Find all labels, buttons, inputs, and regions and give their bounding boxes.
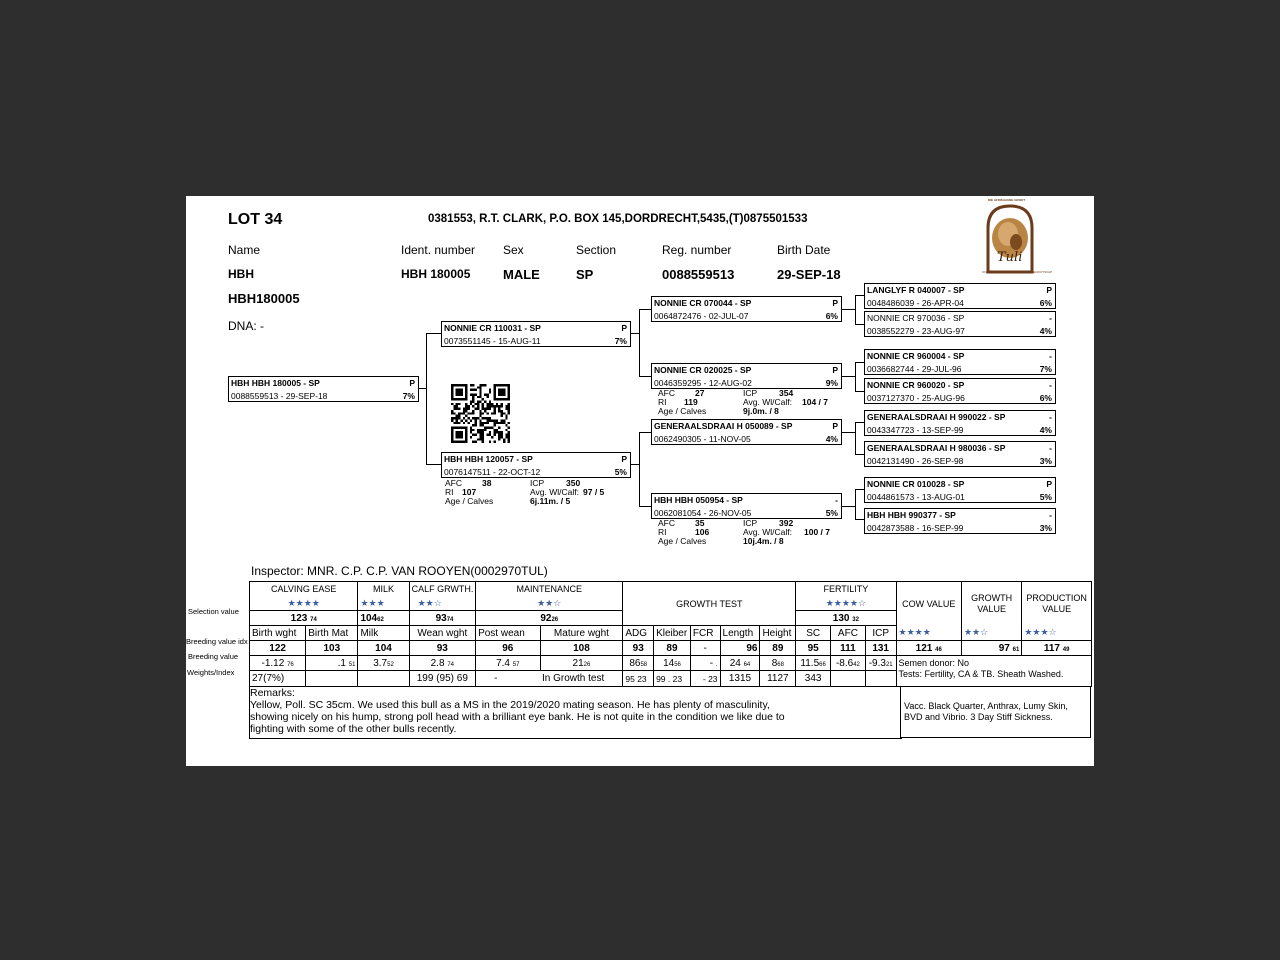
bv-adg: 8658 bbox=[623, 656, 654, 671]
col-sc: SC bbox=[796, 626, 831, 641]
idx-sc: 95 bbox=[796, 641, 831, 656]
animal-sex: MALE bbox=[503, 267, 540, 282]
col-post-wean: Post wean bbox=[476, 626, 540, 641]
pedigree-gg-3: NONNIE CR 960004 - SP - 0036682744 - 29-JUL-96 7% bbox=[864, 349, 1056, 375]
bv-sc: 11.566 bbox=[796, 656, 831, 671]
stars-cow: ★★★★ bbox=[896, 626, 961, 641]
w-birth: 27(7%) bbox=[250, 671, 306, 687]
stars-fertility: ★★★★☆ bbox=[796, 596, 896, 611]
group-maintenance: MAINTENANCE bbox=[476, 582, 623, 597]
dna-status: DNA: - bbox=[228, 319, 264, 333]
remarks-line-3: fighting with some of the other bulls recently. bbox=[250, 723, 457, 735]
w-wean: 199 (95) 69 bbox=[409, 671, 475, 687]
pedigree-gg-1: LANGLYF R 040007 - SP P 0048486039 - 26-APR-04 6% bbox=[864, 283, 1056, 309]
dam-performance: AFC 38 ICP 350 RI 107 Avg. Wl/Calf: 97 / 5 Age / Calves 6j.11m. / 5 bbox=[445, 478, 605, 506]
animal-name-1: HBH bbox=[228, 267, 254, 281]
stars-calving: ★★★★ bbox=[250, 596, 358, 611]
breeder-info: 0381553, R.T. CLARK, P.O. BOX 145,DORDRECHT,5435,(T)0875501533 bbox=[428, 213, 808, 225]
w-length: 1315 bbox=[720, 671, 760, 687]
col-adg: ADG bbox=[623, 626, 654, 641]
pedigree-sire-dam: NONNIE CR 020025 - SP P 0046359295 - 12-AUG-02 9% bbox=[651, 363, 842, 389]
remarks-label: Remarks: bbox=[250, 687, 295, 699]
remarks-line-2: showing nicely on his hump, strong poll head with a brilliant eye bank. He is not quite in the condition we like due to bbox=[250, 711, 785, 723]
idx-mature-wght: 108 bbox=[540, 641, 623, 656]
label-section: Section bbox=[576, 243, 617, 257]
idx-milk: 104 bbox=[358, 641, 409, 656]
pedigree-gg-4: NONNIE CR 960020 - SP - 0037127370 - 25-AUG-96 6% bbox=[864, 378, 1056, 404]
group-calving-ease: CALVING EASE bbox=[250, 582, 358, 597]
logo-caption-top: DIE AFRIKAANSE GROOT bbox=[988, 198, 1026, 202]
animal-birth: 29-SEP-18 bbox=[777, 267, 841, 282]
row-label-breeding: Breeding value bbox=[188, 652, 239, 661]
animal-ident: HBH 180005 bbox=[401, 267, 471, 281]
idx-length: 96 bbox=[720, 641, 760, 656]
pedigree-self: HBH HBH 180005 - SP P 0088559513 - 29-SEP-18 7% bbox=[228, 376, 419, 402]
row-label-selection: Selection value bbox=[188, 607, 239, 616]
group-milk: MILK bbox=[358, 582, 409, 597]
logo-caption-bottom: ONTWIKKELING TUI BEESTELERSGENOOTSKAP bbox=[982, 270, 1053, 274]
group-growth-value: GROWTH VALUE bbox=[961, 582, 1021, 626]
group-cow-value: COW VALUE bbox=[896, 582, 961, 626]
label-name: Name bbox=[228, 243, 261, 257]
vaccination-line-2: BVD and Vibrio. 3 Day Stiff Sickness. bbox=[904, 712, 1053, 722]
w-adg: 95 23 bbox=[623, 671, 654, 687]
w-sc: 343 bbox=[796, 671, 831, 687]
inspector: Inspector: MNR. C.P. C.P. VAN ROOYEN(0002970TUL) bbox=[251, 564, 548, 578]
pedigree-gg-7: NONNIE CR 010028 - SP P 0044861573 - 13-AUG-01 5% bbox=[864, 477, 1056, 503]
bv-wean-wght: 2.8 74 bbox=[409, 656, 475, 671]
idx-birth-wght: 122 bbox=[250, 641, 306, 656]
cow-value: 121 46 bbox=[896, 641, 961, 656]
col-length: Length bbox=[720, 626, 760, 641]
stars-growth: ★★☆ bbox=[961, 626, 1021, 641]
idx-kleiber: 89 bbox=[654, 641, 691, 656]
col-birth-mat: Birth Mat bbox=[306, 626, 358, 641]
bv-fcr: - . bbox=[690, 656, 720, 671]
col-icp: ICP bbox=[865, 626, 896, 641]
bv-kleiber: 1456 bbox=[654, 656, 691, 671]
sel-maint: 9226 bbox=[476, 611, 623, 626]
bv-milk: 3.752 bbox=[358, 656, 409, 671]
pedigree-dam: HBH HBH 120057 - SP P 0076147511 - 22-OCT-12 5% bbox=[441, 452, 631, 478]
group-calf-growth: CALF GRWTH. bbox=[409, 582, 475, 597]
sel-calf: 9374 bbox=[409, 611, 475, 626]
w-fcr: - 23 bbox=[690, 671, 720, 687]
idx-birth-mat: 103 bbox=[306, 641, 358, 656]
lot-title: LOT 34 bbox=[228, 211, 283, 228]
idx-afc: 111 bbox=[831, 641, 866, 656]
pedigree-dam-dam: HBH HBH 050954 - SP - 0062081054 - 26-NOV-05 5% bbox=[651, 493, 842, 519]
tests-note: Tests: Fertility, CA & TB. Sheath Washed. bbox=[898, 669, 1064, 679]
stars-maint: ★★☆ bbox=[476, 596, 623, 611]
idx-icp: 131 bbox=[865, 641, 896, 656]
remarks-box bbox=[249, 687, 902, 739]
sel-fertility: 130 32 bbox=[796, 611, 896, 626]
w-kleiber: 99 . 23 bbox=[654, 671, 691, 687]
growth-value: 97 61 bbox=[961, 641, 1021, 656]
w-growth-test-note: In Growth test bbox=[540, 671, 623, 687]
col-height: Height bbox=[760, 626, 796, 641]
production-value: 117 49 bbox=[1022, 641, 1092, 656]
label-birth: Birth Date bbox=[777, 243, 831, 257]
stars-milk: ★★★ bbox=[358, 596, 409, 611]
lot-document bbox=[186, 196, 1094, 766]
w-height: 1127 bbox=[760, 671, 796, 687]
idx-wean-wght: 93 bbox=[409, 641, 475, 656]
bv-post-wean: 7.4 57 bbox=[476, 656, 540, 671]
logo-text: Tuli bbox=[997, 250, 1023, 265]
vacc-box bbox=[900, 687, 1091, 738]
group-growth-test: GROWTH TEST bbox=[623, 582, 796, 626]
sel-milk: 10462 bbox=[358, 611, 409, 626]
pedigree-gg-5: GENERAALSDRAAI H 990022 - SP - 0043347723 - 13-SEP-99 4% bbox=[864, 410, 1056, 436]
animal-reg: 0088559513 bbox=[662, 267, 735, 282]
label-sex: Sex bbox=[503, 243, 524, 257]
bv-icp: -9.321 bbox=[865, 656, 896, 671]
idx-post-wean: 96 bbox=[476, 641, 540, 656]
sel-calving: 123 74 bbox=[250, 611, 358, 626]
remarks-line-1: Yellow, Poll. SC 35cm. We used this bull as a MS in the 2019/2020 mating season. He has plenty of masculinity, bbox=[250, 699, 770, 711]
sire-dam-performance: AFC 27 ICP 354 RI 119 Avg. Wl/Calf: 104 / 7 Age / Calves 9j.0m. / 8 bbox=[658, 388, 828, 416]
bv-height: 868 bbox=[760, 656, 796, 671]
animal-section: SP bbox=[576, 267, 594, 282]
pedigree-gg-2: NONNIE CR 970036 - SP - 0038552279 - 23-AUG-97 4% bbox=[864, 311, 1056, 337]
w-milk bbox=[358, 671, 409, 687]
semen-donor: Semen donor: No bbox=[898, 658, 970, 668]
group-fertility: FERTILITY bbox=[796, 582, 896, 597]
qr-code bbox=[450, 384, 511, 443]
label-reg: Reg. number bbox=[662, 243, 732, 257]
idx-fcr: - bbox=[690, 641, 720, 656]
tuli-logo bbox=[980, 198, 1053, 276]
bv-mature-wght: 2126 bbox=[540, 656, 623, 671]
bv-afc: -8.642 bbox=[831, 656, 866, 671]
w-post: - bbox=[476, 671, 540, 687]
row-label-breeding-idx: Breeding value idx bbox=[186, 637, 248, 646]
pedigree-gg-6: GENERAALSDRAAI H 980036 - SP - 0042131490 - 26-SEP-98 3% bbox=[864, 441, 1056, 467]
col-mature-wght: Mature wght bbox=[540, 626, 623, 641]
dam-dam-performance: AFC 35 ICP 392 RI 106 Avg. Wl/Calf: 100 / 7 Age / Calves 10j.4m. / 8 bbox=[658, 518, 830, 546]
idx-adg: 93 bbox=[623, 641, 654, 656]
pedigree-sire-sire: NONNIE CR 070044 - SP P 0064872476 - 02-JUL-07 6% bbox=[651, 296, 842, 322]
pedigree-sire: NONNIE CR 110031 - SP P 0073551145 - 15-AUG-11 7% bbox=[441, 321, 631, 347]
stars-production: ★★★☆ bbox=[1022, 626, 1092, 641]
bv-length: 24 64 bbox=[720, 656, 760, 671]
w-afc bbox=[831, 671, 866, 687]
col-milk: Milk bbox=[358, 626, 409, 641]
animal-name-2: HBH180005 bbox=[228, 291, 300, 306]
vaccination-line-1: Vacc. Black Quarter, Anthrax, Lumy Skin, bbox=[904, 701, 1068, 711]
bv-birth-mat: .1 51 bbox=[306, 656, 358, 671]
pedigree-gg-8: HBH HBH 990377 - SP - 0042873588 - 16-SEP-99 3% bbox=[864, 508, 1056, 534]
col-fcr: FCR bbox=[690, 626, 720, 641]
col-wean-wght: Wean wght bbox=[409, 626, 475, 641]
label-ident: Ident. number bbox=[401, 243, 476, 257]
idx-height: 89 bbox=[760, 641, 796, 656]
w-icp bbox=[865, 671, 896, 687]
w-birth-mat bbox=[306, 671, 358, 687]
col-birth-wght: Birth wght bbox=[250, 626, 306, 641]
row-label-weights: Weights/Index bbox=[187, 668, 235, 677]
col-afc: AFC bbox=[831, 626, 866, 641]
col-kleiber: Kleiber bbox=[654, 626, 691, 641]
value-table bbox=[249, 581, 1092, 687]
pedigree-dam-sire: GENERAALSDRAAI H 050089 - SP P 0062490305 - 11-NOV-05 4% bbox=[651, 419, 842, 445]
semen-tests-cell bbox=[896, 656, 1091, 687]
group-production-value: PRODUCTION VALUE bbox=[1022, 582, 1092, 626]
bv-birth-wght: -1.12 76 bbox=[250, 656, 306, 671]
stars-calf: ★★☆ bbox=[409, 596, 475, 611]
